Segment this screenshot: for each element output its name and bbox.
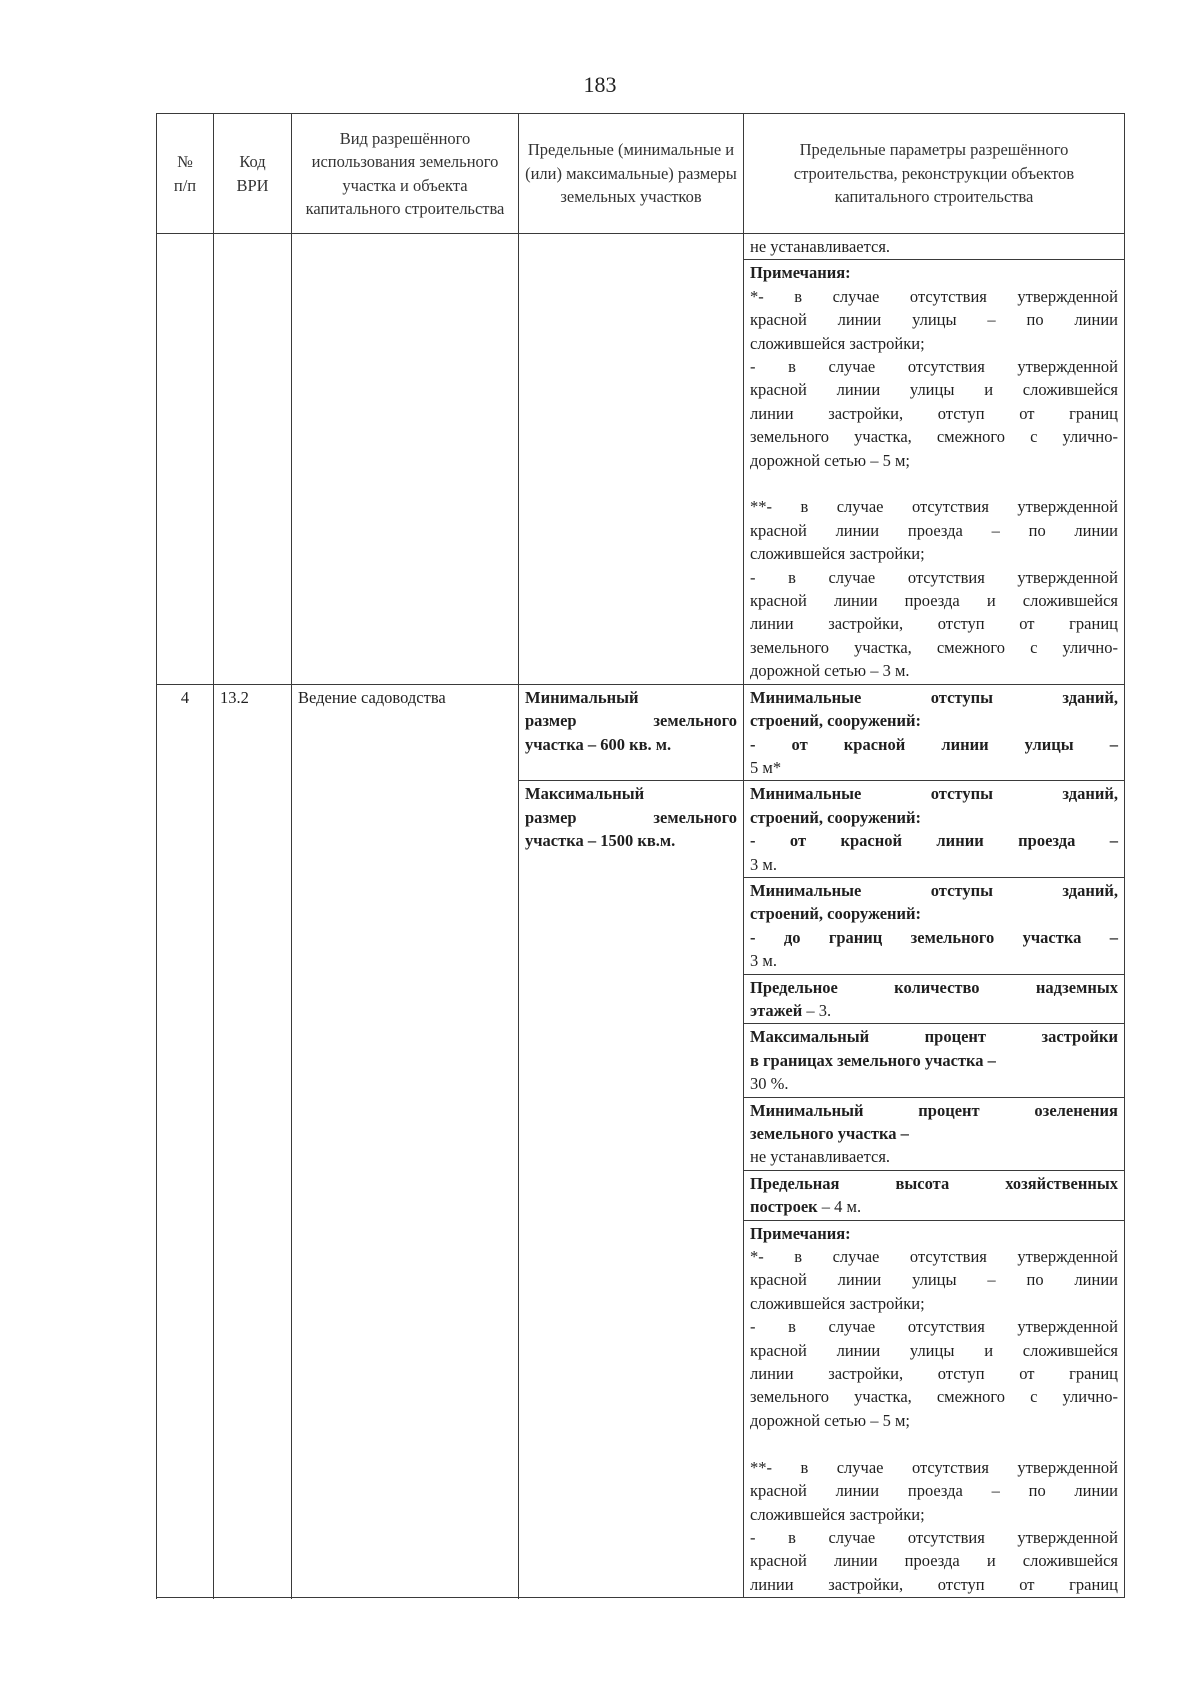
param-outbuilding-height xyxy=(744,1170,1125,1220)
notes-line: линии застройки, отступ от границ xyxy=(750,403,1118,423)
notes-line: красной линии проезда и сложившейся xyxy=(750,1551,1118,1571)
notes-title: Примечания: xyxy=(750,263,851,283)
notes-line: - в случае отсутствия утвержденной xyxy=(750,1317,1118,1337)
notes-line: сложившейся застройки; xyxy=(750,333,925,353)
param-value: 5 м* xyxy=(750,757,782,777)
param-bold: этажей xyxy=(750,1000,803,1020)
notes-line: - в случае отсутствия утвержденной xyxy=(750,357,1118,377)
param-item: - от красной линии улицы – xyxy=(750,734,1118,754)
notes-line: красной линии улицы и сложившейся xyxy=(750,1340,1118,1360)
vri-name: Ведение садоводства xyxy=(292,684,519,1597)
notes-line: *- в случае отсутствия утвержденной xyxy=(750,1247,1118,1267)
notes-line: линии застройки, отступ от границ xyxy=(750,614,1118,634)
param-line: Минимальные отступы зданий, xyxy=(750,784,1118,804)
param-line: Максимальный процент застройки xyxy=(750,1027,1118,1047)
header-code: Код ВРИ xyxy=(214,114,292,234)
size-line: размер земельного xyxy=(525,711,737,731)
param-bold: построек xyxy=(750,1197,818,1217)
cell-empty xyxy=(214,234,292,685)
cell-empty xyxy=(292,234,519,685)
notes-cell xyxy=(744,1220,1125,1597)
cell-empty xyxy=(519,234,744,685)
param-value: – 3. xyxy=(802,1000,832,1020)
table-row xyxy=(157,684,1125,781)
notes-line: дорожной сетью – 3 м. xyxy=(750,661,910,681)
notes-title: Примечания: xyxy=(750,1223,851,1243)
notes-line: сложившейся застройки; xyxy=(750,544,925,564)
notes-line: красной линии проезда и сложившейся xyxy=(750,591,1118,611)
param-line: земельного участка – xyxy=(750,1124,909,1144)
param-line xyxy=(750,1195,1118,1218)
param-setback-street xyxy=(744,684,1125,781)
param-value: 3 м. xyxy=(750,951,777,971)
param-line: Предельное количество надземных xyxy=(750,977,1118,997)
notes-line: земельного участка, смежного с улично- xyxy=(750,1387,1118,1407)
param-line: строений, сооружений: xyxy=(750,807,922,827)
notes-line: земельного участка, смежного с улично- xyxy=(750,637,1118,657)
notes-line: - в случае отсутствия утвержденной xyxy=(750,567,1118,587)
zoning-table xyxy=(156,113,1125,1598)
param-floors xyxy=(744,974,1125,1024)
notes-line: дорожной сетью – 5 м; xyxy=(750,1410,910,1430)
param-setback-driveway xyxy=(744,781,1125,878)
notes-gap xyxy=(750,472,1118,495)
param-line: Предельная высота хозяйственных xyxy=(750,1173,1118,1193)
size-line: размер земельного xyxy=(525,807,737,827)
notes-line: дорожной сетью – 5 м; xyxy=(750,450,910,470)
param-line xyxy=(750,999,1118,1022)
header-sizes: Предельные (минимальные и (или) максимальные) размеры земельных участков xyxy=(519,114,744,234)
notes-line: красной линии улицы и сложившейся xyxy=(750,380,1118,400)
size-line: Максимальный xyxy=(525,784,645,804)
size-line: участка – 1500 кв.м. xyxy=(525,831,676,851)
param-item: - до границ земельного участка – xyxy=(750,927,1118,947)
header-params: Предельные параметры разрешённого строительства, реконструкции объектов капитального строительства xyxy=(744,114,1125,234)
notes-line: линии застройки, отступ от границ xyxy=(750,1364,1118,1384)
max-size-cell xyxy=(519,781,744,1598)
page-number: 183 xyxy=(583,72,617,97)
cell-empty xyxy=(157,234,214,685)
notes-line: **- в случае отсутствия утвержденной xyxy=(750,1457,1118,1477)
param-line: в границах земельного участка – xyxy=(750,1050,996,1070)
row-number: 4 xyxy=(157,684,214,1597)
notes-gap xyxy=(750,1432,1118,1455)
param-value: 30 %. xyxy=(750,1074,789,1094)
param-line: Минимальные отступы зданий, xyxy=(750,687,1118,707)
notes-line: красной линии проезда – по линии xyxy=(750,520,1118,540)
param-text: не устанавливается. xyxy=(750,237,891,256)
param-tail xyxy=(744,234,1125,260)
vri-code: 13.2 xyxy=(214,684,292,1597)
notes-line: сложившейся застройки; xyxy=(750,1293,925,1313)
notes-line: красной линии улицы – по линии xyxy=(750,310,1118,330)
param-setback-boundary xyxy=(744,877,1125,974)
header-type: Вид разрешённого использования земельного участка и объекта капитального строительства xyxy=(292,114,519,234)
table-row xyxy=(157,234,1125,260)
notes-line: линии застройки, отступ от границ xyxy=(750,1574,1118,1594)
size-line-text: участка – 600 кв. м. xyxy=(525,734,672,754)
min-size-cell xyxy=(519,684,744,781)
size-line: Минимальный xyxy=(525,687,639,707)
notes-cell xyxy=(744,260,1125,684)
size-line xyxy=(525,733,737,756)
param-line: строений, сооружений: xyxy=(750,904,922,924)
notes-line: *- в случае отсутствия утвержденной xyxy=(750,286,1118,306)
param-value: 3 м. xyxy=(750,854,777,874)
notes-line: - в случае отсутствия утвержденной xyxy=(750,1527,1118,1547)
param-greening xyxy=(744,1097,1125,1170)
header-row xyxy=(157,114,1125,234)
param-line: Минимальный процент озеленения xyxy=(750,1100,1118,1120)
param-coverage xyxy=(744,1024,1125,1097)
param-line: строений, сооружений: xyxy=(750,711,922,731)
notes-line: сложившейся застройки; xyxy=(750,1504,925,1524)
notes-line: **- в случае отсутствия утвержденной xyxy=(750,497,1118,517)
notes-line: красной линии проезда – по линии xyxy=(750,1481,1118,1501)
header-num: № п/п xyxy=(157,114,214,234)
param-item: - от красной линии проезда – xyxy=(750,831,1118,851)
notes-line: красной линии улицы – по линии xyxy=(750,1270,1118,1290)
param-line: Минимальные отступы зданий, xyxy=(750,880,1118,900)
param-value: – 4 м. xyxy=(817,1197,862,1217)
notes-line: земельного участка, смежного с улично- xyxy=(750,427,1118,447)
param-value: не устанавливается. xyxy=(750,1147,891,1167)
